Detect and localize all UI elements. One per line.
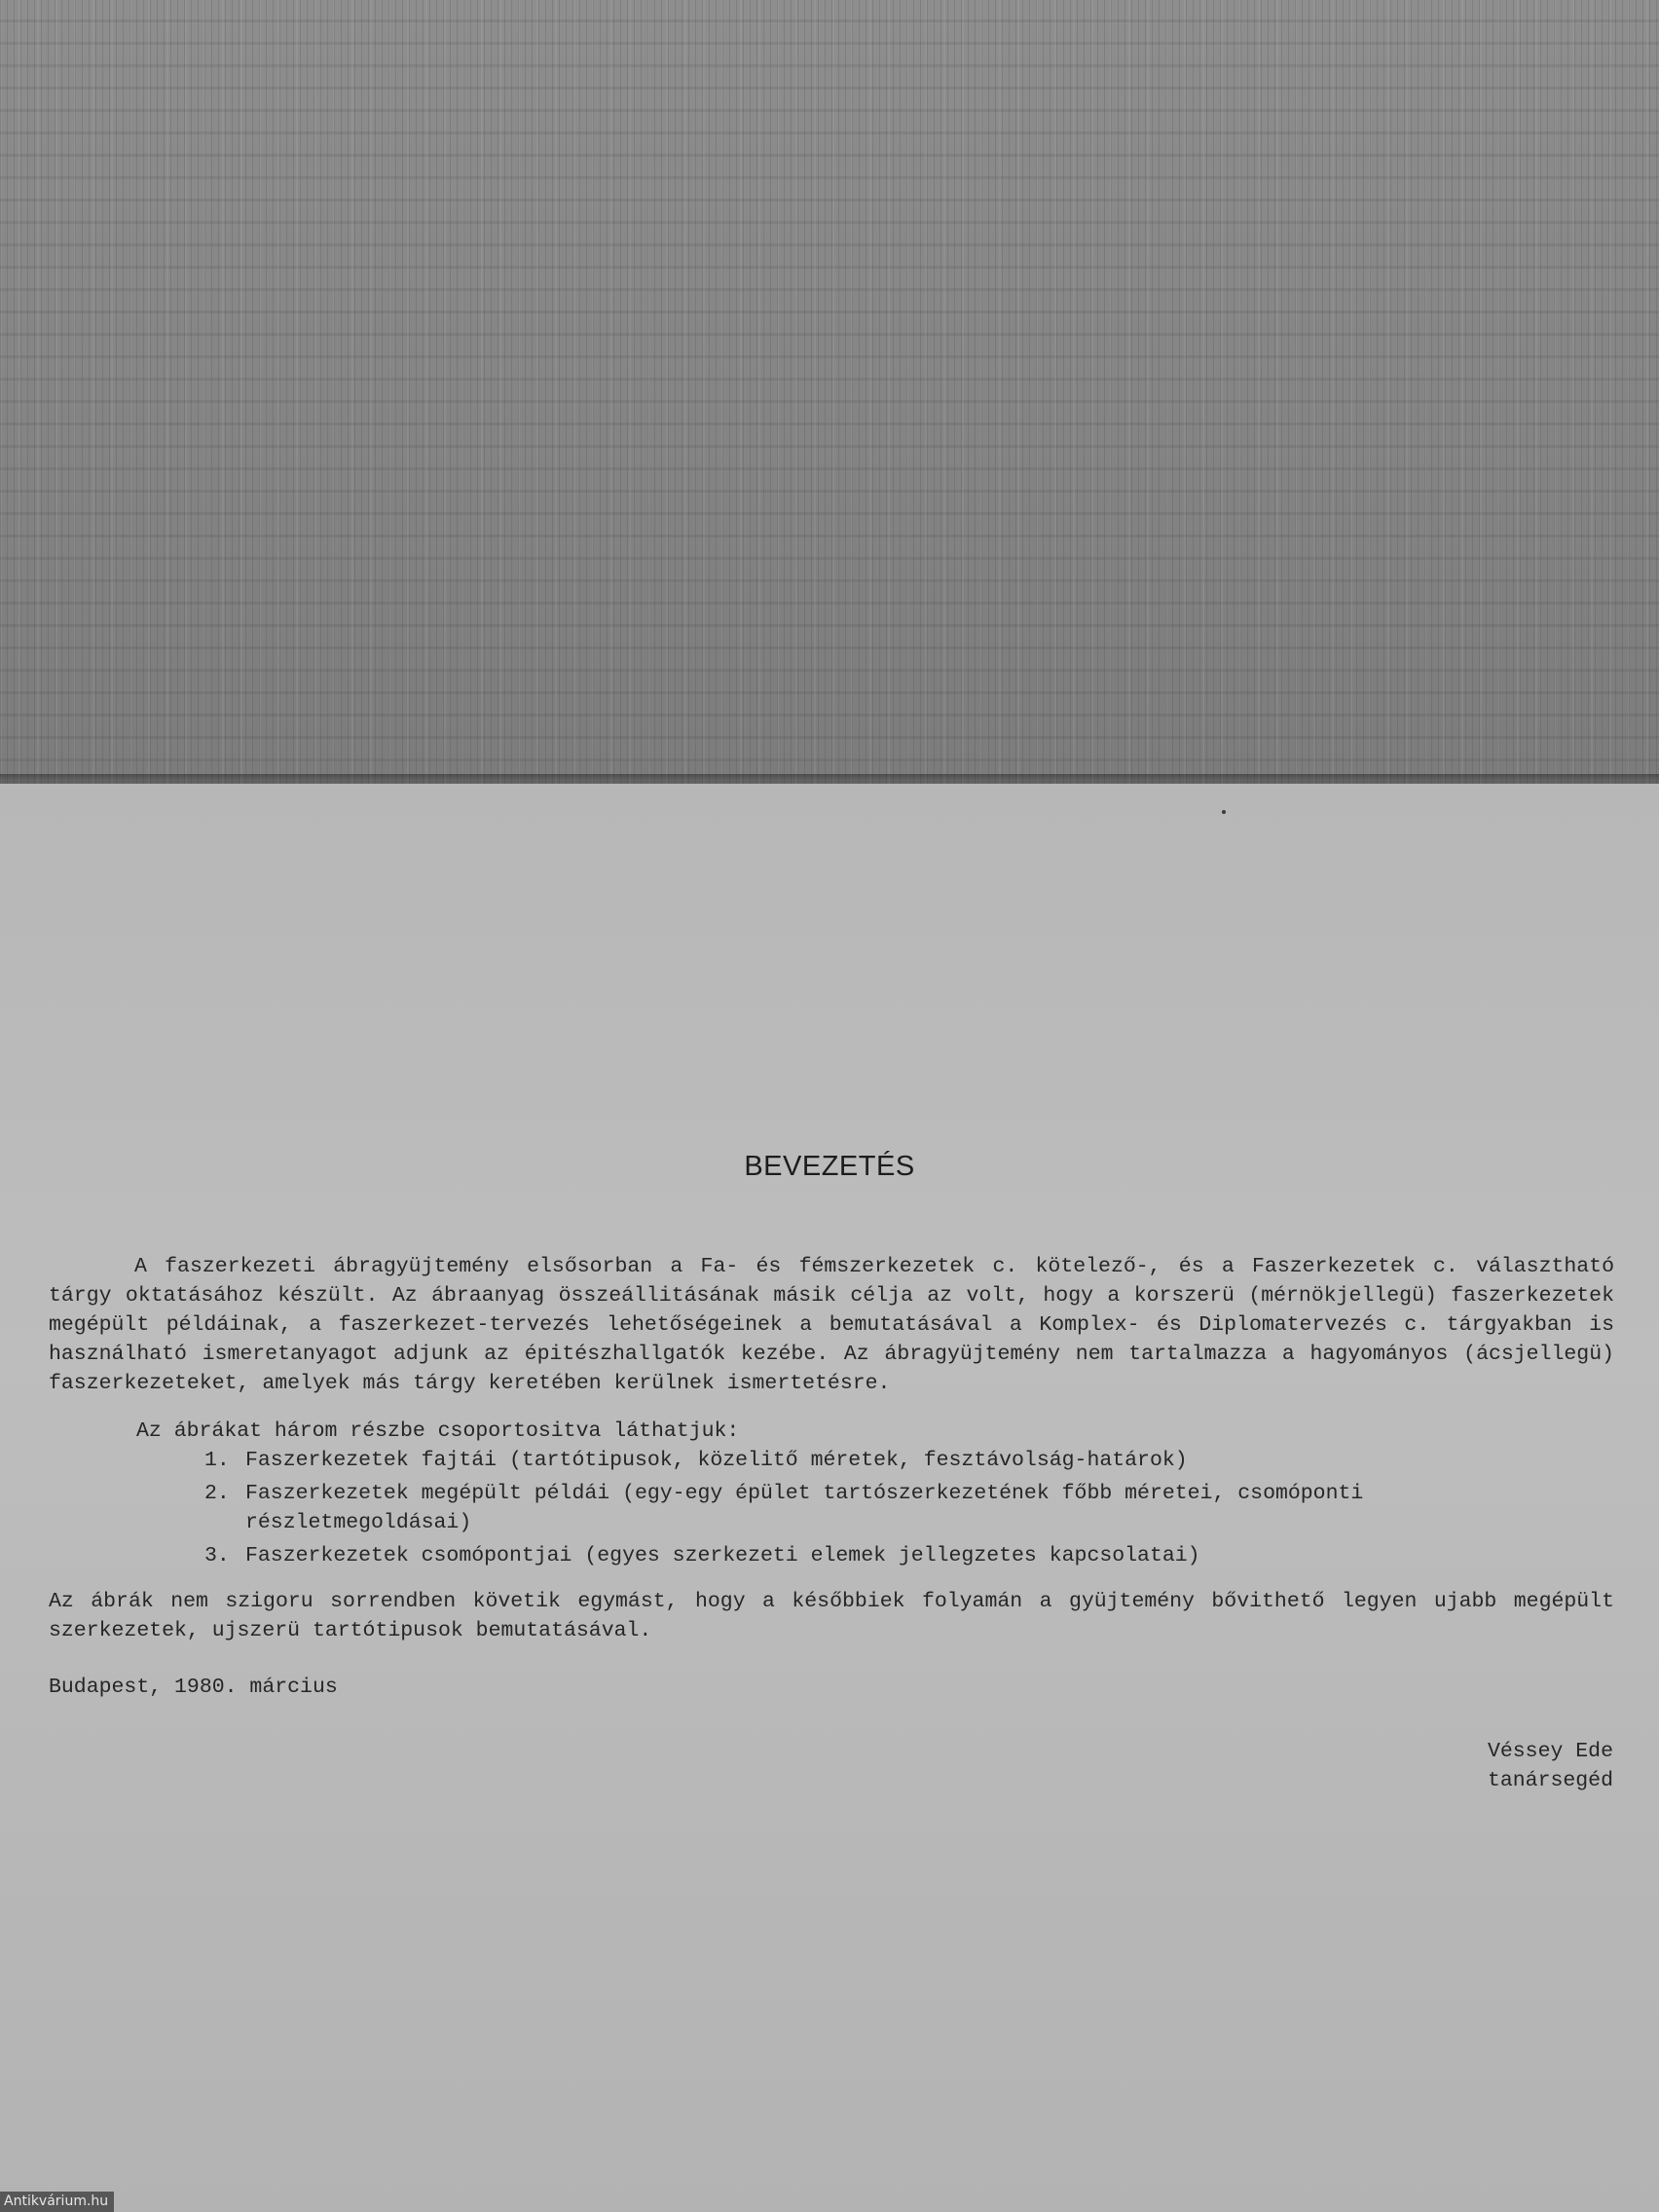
- watermark: Antikvárium.hu: [0, 2192, 114, 2212]
- document-title: BEVEZETÉS: [744, 1151, 915, 1182]
- list-item-text: Faszerkezetek megépült példái (egy-egy épület tartószerkezetének főbb méretei, csomóponti részletmegoldásai): [245, 1482, 1364, 1534]
- list-intro: Az ábrákat három részbe csoportositva láthatjuk:: [136, 1419, 740, 1443]
- list-item-number: 3.: [204, 1544, 230, 1567]
- list-item: [204, 1541, 1529, 1570]
- intro-paragraph-text: A faszerkezeti ábragyüjtemény elsősorban a Fa- és fémszerkezetek c. kötelező-, és a Faszerkezetek c. választható tárgy oktatásához készült. Az ábraanyag összeállitásának másik célja az volt, hogy a korszerü (mérnökjellegü) faszerkezetek megépült példáinak, a faszerkezet-tervezés lehetőségeinek a bemutatásával a Komplex- és Diplomatervezés c. tárgyakban is használható ismeretanyagot adjunk az épitészhallgatók kezébe. Az ábragyüjtemény nem tartalmazza a hagyományos (ácsjellegü) faszerkezeteket, amelyek más tárgy keretében kerülnek ismertetésre.: [49, 1255, 1614, 1395]
- paper-speck: [1222, 810, 1226, 814]
- list-item-text: Faszerkezetek fajtái (tartótipusok, közelitő méretek, fesztávolság-határok): [245, 1449, 1188, 1472]
- list-item: [204, 1446, 1529, 1475]
- cover-board-texture: [0, 0, 1659, 784]
- dateline: Budapest, 1980. március: [49, 1676, 338, 1699]
- section-list: [204, 1446, 1529, 1574]
- signature-name: Véssey Ede: [1487, 1740, 1613, 1763]
- list-item: [204, 1479, 1529, 1537]
- list-item-number: 2.: [204, 1482, 230, 1505]
- list-item-number: 1.: [204, 1449, 230, 1472]
- signature-role: tanársegéd: [1487, 1769, 1613, 1792]
- list-item-text: Faszerkezetek csomópontjai (egyes szerkezeti elemek jellegzetes kapcsolatai): [245, 1544, 1200, 1567]
- closing-paragraph: Az ábrák nem szigoru sorrendben követik egymást, hogy a későbbiek folyamán a gyüjtemény bővithető legyen ujabb megépült szerkezetek, ujszerü tartótipusok bemutatásával.: [49, 1590, 1614, 1642]
- signature-block: [1488, 1737, 1613, 1795]
- intro-paragraph: [49, 1252, 1614, 1398]
